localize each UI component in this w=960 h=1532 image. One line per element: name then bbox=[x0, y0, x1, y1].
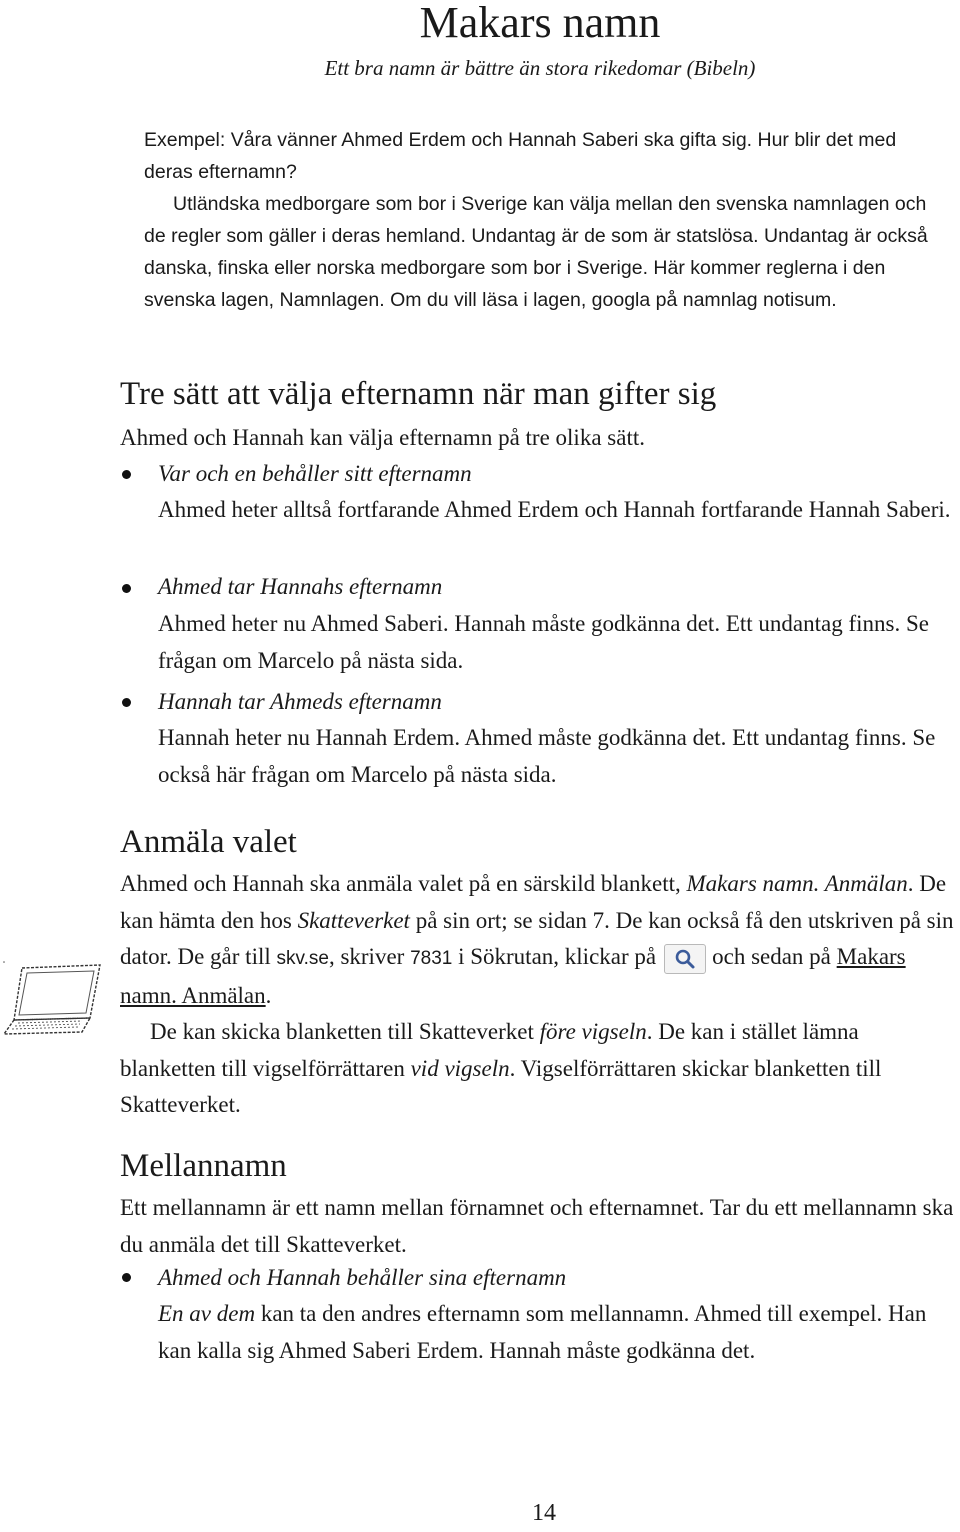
bullet-heading-2: Ahmed tar Hannahs efternamn bbox=[158, 574, 443, 599]
bullet-text-4-rest: kan ta den andres efternamn som mellannamn. Ahmed till exempel. Han kan kalla sig Ahmed Saberi Erdem. Hannah måste godkänna det. bbox=[158, 1301, 927, 1363]
bullet-heading-3: Hannah tar Ahmeds efternamn bbox=[158, 689, 442, 714]
bullet-dot-1 bbox=[122, 470, 131, 479]
intro-paragraph-2: Utländska medborgare som bor i Sverige kan välja mellan den svenska namnlagen och de regler som gäller i deras hemland. Undantag är de som är statslösa. Undantag är också danska, finska eller norska medborgare som bor i Sverige. Här kommer reglerna i den svenska lagen, Namnlagen. Om du vill läsa i lagen, googla på namnlag notisum. bbox=[144, 193, 928, 311]
heading-tre-satt: Tre sätt att välja efternamn när man gifter sig bbox=[120, 376, 717, 412]
laptop-icon bbox=[0, 940, 108, 1045]
anmala-text-b: . De kan hämta den hos bbox=[120, 871, 947, 933]
tre-satt-intro: Ahmed och Hannah kan välja efternamn på tre olika sätt. bbox=[120, 425, 645, 450]
bullet-text-1: Ahmed heter alltså fortfarande Ahmed Erdem och Hannah fortfarande Hannah Saberi. bbox=[158, 497, 951, 522]
mellannamn-intro: Ett mellannamn är ett namn mellan förnamnet och efternamnet. Tar du ett mellannamn ska du anmäla det till Skatteverket. bbox=[120, 1195, 954, 1257]
anmala-text-f: och sedan på bbox=[712, 944, 837, 969]
site-name: skv.se bbox=[276, 948, 329, 969]
bullet-heading-4: Ahmed och Hannah behåller sina efternamn bbox=[158, 1265, 567, 1290]
bullet-text-4 bbox=[158, 1296, 958, 1369]
makars-namn-link[interactable]: Makars namn. Anmälan bbox=[120, 944, 906, 1008]
bullet-dot-3 bbox=[122, 698, 131, 707]
agency-name: Skatteverket bbox=[297, 907, 410, 933]
bullet-text-2: Ahmed heter nu Ahmed Saberi. Hannah måste godkänna det. Ett undantag finns. Se frågan om Marcelo på nästa sida. bbox=[158, 611, 929, 673]
form-name: Makars namn. Anmälan bbox=[686, 871, 908, 896]
search-button-illustration bbox=[664, 944, 706, 974]
anmala-body bbox=[120, 866, 958, 1124]
heading-mellannamn: Mellannamn bbox=[120, 1148, 287, 1184]
bullet-dot-4 bbox=[122, 1273, 131, 1282]
anmala-text-g: . bbox=[265, 982, 272, 1008]
page-subtitle: Ett bra namn är bättre än stora rikedomar (Bibeln) bbox=[324, 56, 756, 80]
bullet-text-3: Hannah heter nu Hannah Erdem. Ahmed måste godkänna det. Ett undantag finns. Se också här frågan om Marcelo på nästa sida. bbox=[158, 725, 936, 787]
fore-vigseln: före vigseln bbox=[539, 1019, 647, 1044]
anmala-text-p2c: . Vigselförrättaren skickar blanketten till Skatteverket. bbox=[120, 1055, 882, 1117]
page-title: Makars namn bbox=[419, 0, 661, 47]
magnifier-icon bbox=[674, 948, 696, 970]
page-number: 14 bbox=[532, 1500, 556, 1526]
bullet-dot-2 bbox=[122, 584, 131, 593]
anmala-text-e: i Sökrutan, klickar på bbox=[452, 944, 657, 969]
search-code: 7831 bbox=[410, 948, 453, 969]
en-av-dem: En av dem bbox=[158, 1301, 256, 1326]
heading-anmala-valet: Anmäla valet bbox=[120, 824, 297, 860]
anmala-text-c: på sin ort; se sidan 7. De kan också få den utskriven på sin dator. De går till bbox=[120, 907, 954, 969]
anmala-text-p2b: . De kan i stället lämna blanketten till vigselförrättaren bbox=[120, 1019, 859, 1081]
vid-vigseln: vid vigseln bbox=[410, 1055, 510, 1081]
bullet-heading-1: Var och en behåller sitt efternamn bbox=[158, 461, 472, 486]
anmala-text-a: Ahmed och Hannah ska anmäla valet på en särskild blankett, bbox=[120, 871, 687, 896]
intro-paragraph-1: Exempel: Våra vänner Ahmed Erdem och Hannah Saberi ska gifta sig. Hur blir det med deras efternamn? bbox=[144, 129, 897, 183]
anmala-text-p2a: De kan skicka blanketten till Skatteverket bbox=[150, 1019, 540, 1044]
anmala-text-d: , skriver bbox=[328, 944, 411, 969]
